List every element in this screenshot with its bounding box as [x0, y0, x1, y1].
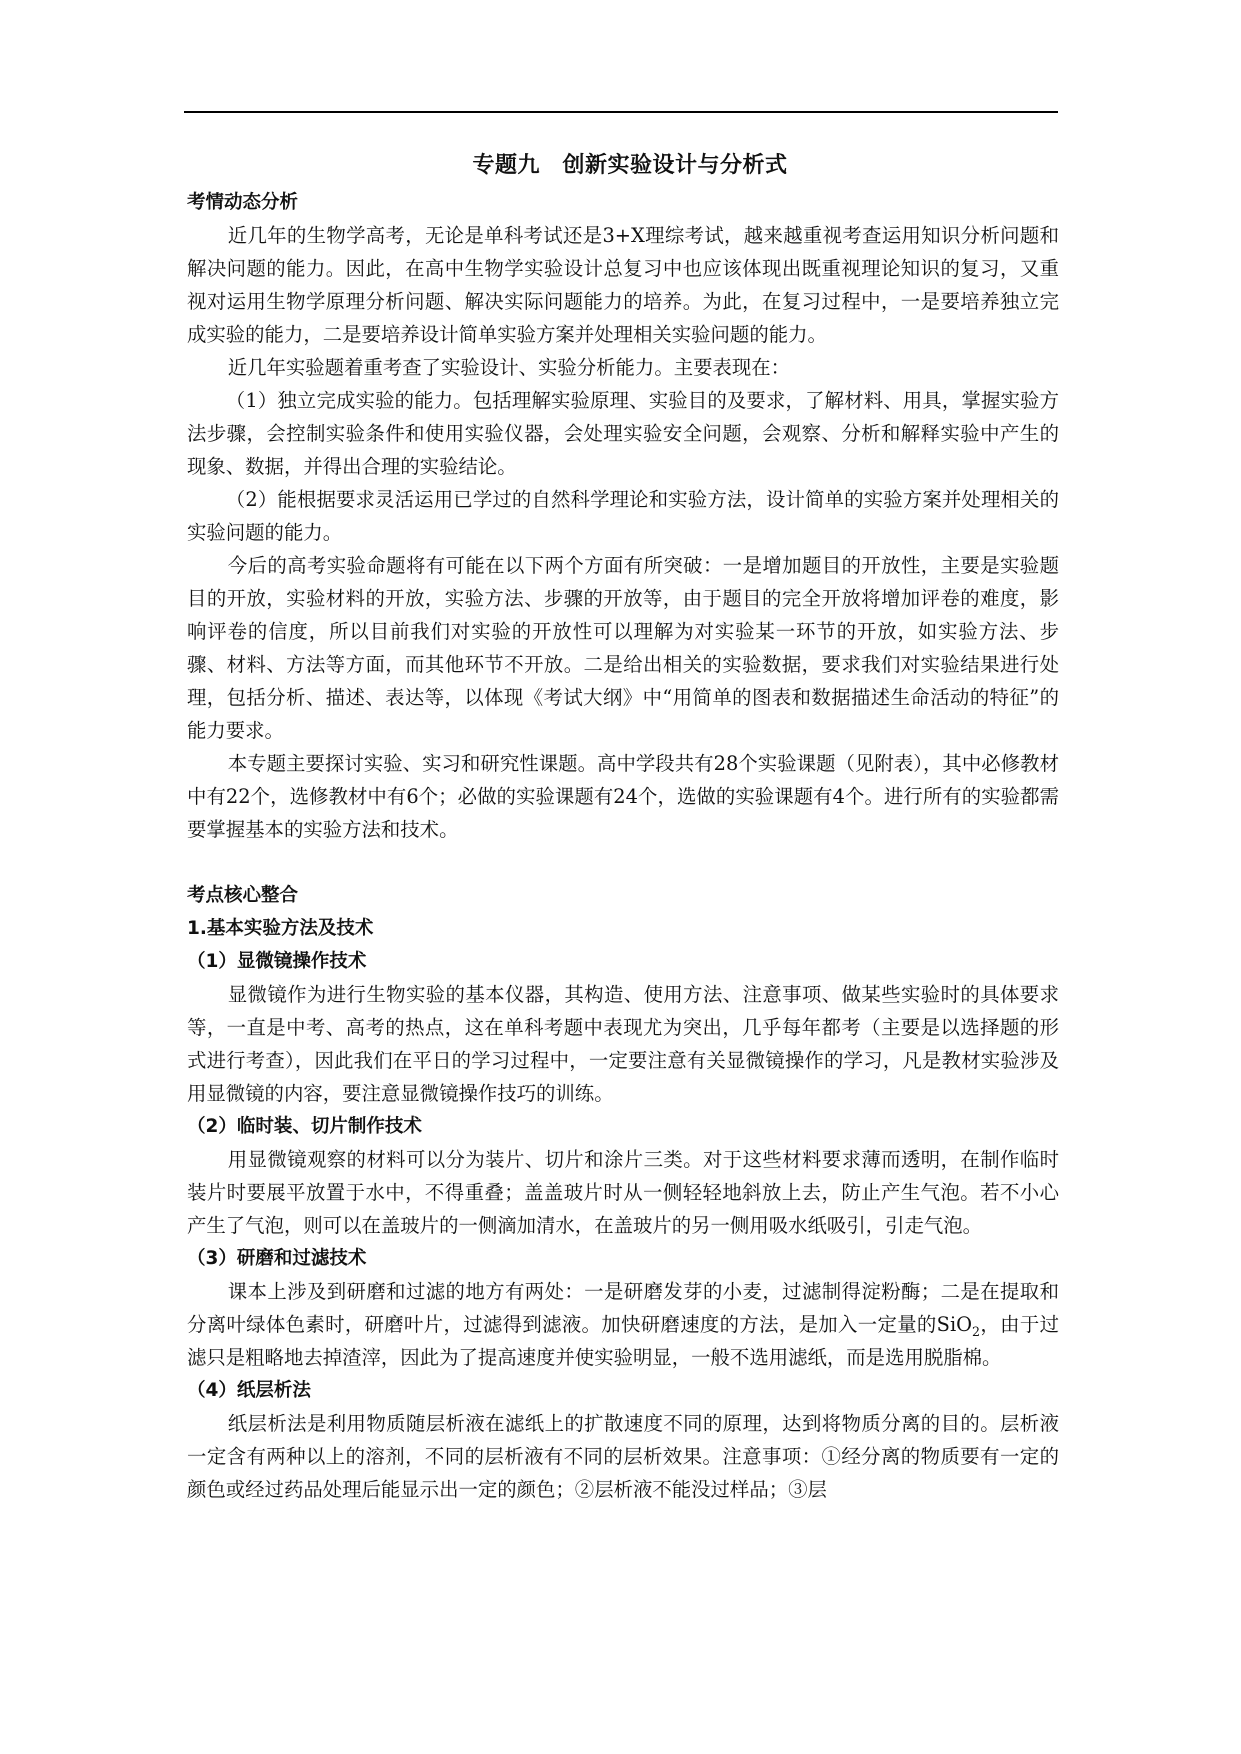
document-body	[187, 146, 1059, 1506]
paragraph: 近几年的生物学高考，无论是单科考试还是3+X理综考试，越来越重视考查运用知识分析问题和解决问题的能力。因此，在高中生物学实验设计总复习中也应该体现出既重视理论知识的复习，又重视对运用生物学原理分析问题、解决实际问题能力的培养。为此，在复习过程中，一是要培养独立完成实验的能力，二是要培养设计简单实验方案并处理相关实验问题的能力。	[187, 224, 1059, 346]
header-rule	[184, 111, 1058, 113]
document-title: 专题九 创新实验设计与分析式	[472, 153, 788, 178]
paragraph: 今后的高考实验命题将有可能在以下两个方面有所突破：一是增加题目的开放性，主要是实验题目的开放，实验材料的开放，实验方法、步骤的开放等，由于题目的完全开放将增加评卷的难度，影响评卷的信度，所以目前我们对实验的开放性可以理解为对实验某一环节的开放，如实验方法、步骤、材料、方法等方面，而其他环节不开放。二是给出相关的实验数据，要求我们对实验结果进行处理，包括分析、描述、表达等，以体现《考试大纲》中“用简单的图表和数据描述生命活动的特征”的能力要求。	[187, 554, 1059, 742]
list-item: （1）独立完成实验的能力。包括理解实验原理、实验目的及要求，了解材料、用具，掌握实验方法步骤，会控制实验条件和使用实验仪器，会处理实验安全问题，会观察、分析和解释实验中产生的现象、数据，并得出合理的实验结论。	[187, 389, 1059, 478]
section-heading-analysis: 考情动态分析	[187, 192, 299, 213]
paragraph: 纸层析法是利用物质随层析液在滤纸上的扩散速度不同的原理，达到将物质分离的目的。层析液一定含有两种以上的溶剂，不同的层析液有不同的层析效果。注意事项：①经分离的物质要有一定的颜色或经过药品处理后能显示出一定的颜色；②层析液不能没过样品；③层	[187, 1412, 1059, 1501]
subscript: 2	[972, 1323, 981, 1339]
paragraph: 本专题主要探讨实验、实习和研究性课题。高中学段共有28个实验课题（见附表），其中必修教材中有22个，选修教材中有6个；必做的实验课题有24个，选做的实验课题有4个。进行所有的实验都需要掌握基本的实验方法和技术。	[187, 752, 1059, 841]
item-heading-chromatography: （4）纸层析法	[187, 1380, 311, 1401]
text-run: 课本上涉及到研磨和过滤的地方有两处：一是研磨发芽的小麦，过滤制得淀粉酶；二是在提取和分离叶绿体色素时，研磨叶片，过滤得到滤液。加快研磨速度的方法，是加入一定量的SiO	[187, 1280, 1059, 1336]
paragraph: 用显微镜观察的材料可以分为装片、切片和涂片三类。对于这些材料要求薄而透明，在制作临时装片时要展平放置于水中，不得重叠；盖盖玻片时从一侧轻轻地斜放上去，防止产生气泡。若不小心产生了气泡，则可以在盖玻片的一侧滴加清水，在盖玻片的另一侧用吸水纸吸引，引走气泡。	[187, 1148, 1059, 1237]
text-run: ，由于过滤只是粗略地去掉渣滓，因此为了提高速度并使实验明显，一般不选用滤纸，而是选用脱脂棉。	[187, 1313, 1059, 1369]
item-heading-slides: （2）临时装、切片制作技术	[187, 1116, 422, 1137]
item-heading-grinding: （3）研磨和过滤技术	[187, 1248, 367, 1269]
paragraph: 近几年实验题着重考查了实验设计、实验分析能力。主要表现在：	[227, 356, 791, 379]
list-item: （2）能根据要求灵活运用已学过的自然科学理论和实验方法，设计简单的实验方案并处理相关的实验问题的能力。	[187, 488, 1059, 544]
item-heading-microscope: （1）显微镜操作技术	[187, 951, 367, 972]
paragraph: 显微镜作为进行生物实验的基本仪器，其构造、使用方法、注意事项、做某些实验时的具体要求等，一直是中考、高考的热点，这在单科考题中表现尤为突出，几乎每年都考（主要是以选择题的形式进行考查），因此我们在平日的学习过程中，一定要注意有关显微镜操作的学习，凡是教材实验涉及用显微镜的内容，要注意显微镜操作技巧的训练。	[187, 983, 1059, 1105]
section-heading-core: 考点核心整合	[187, 885, 299, 906]
paragraph	[187, 1275, 1059, 1374]
spacer	[187, 846, 1059, 879]
subsection-heading: 1.基本实验方法及技术	[187, 918, 374, 939]
